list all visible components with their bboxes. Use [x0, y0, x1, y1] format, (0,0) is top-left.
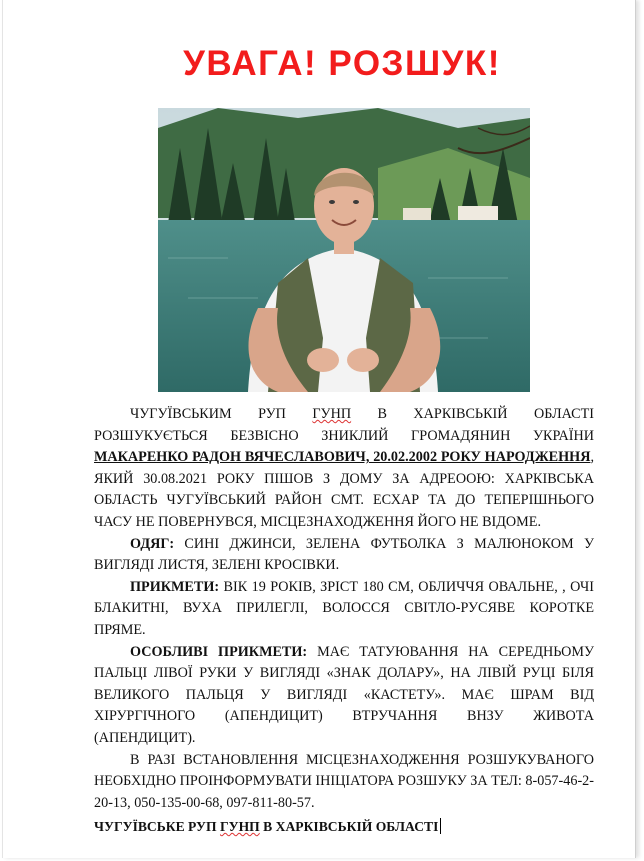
special-features-label: ОСОБЛИВІ ПРИКМЕТИ: [130, 643, 308, 660]
missing-person-name: МАКАРЕНКО РАДОН ВЯЧЕСЛАВОВИЧ, 20.02.2002 РОКУ НАРОДЖЕННЯ [94, 449, 591, 466]
contact-paragraph: В РАЗІ ВСТАНОВЛЕННЯ МІСЦЕЗНАХОДЖЕННЯ РОЗШУКУВАНОГО НЕОБХІДНО ПРОІНФОРМУВАТИ ІНІЦІАТОРА РОЗШУКУ ЗА ТЕЛ: 8-057-46-2-20-13, 050-135-00-68, 097-811-80-57. [94, 751, 594, 811]
features-paragraph: ПРИКМЕТИ: ВІК 19 РОКІВ, ЗРІСТ 180 СМ, ОБЛИЧЧЯ ОВАЛЬНЕ, , ОЧІ БЛАКИТНІ, ВУХА ПРИЛЕГЛІ, ВОЛОССЯ СВІТЛО-РУСЯВЕ КОРОТКЕ ПРЯМЕ. [94, 578, 594, 638]
clothing-label: ОДЯГ: [130, 535, 175, 552]
description-paragraph: ЧУГУЇВСЬКИМ РУП ГУНП В ХАРКІВСЬКІЙ ОБЛАСТІ РОЗШУКУЄТЬСЯ БЕЗВІСНО ЗНИКЛИЙ ГРОМАДЯНИН УКРАЇНИ МАКАРЕНКО РАДОН ВЯЧЕСЛАВОВИЧ, 20.02.2002 РОКУ НАРОДЖЕННЯ, ЯКИЙ 30.08.2021 РОКУ ПІШОВ З ДОМУ ЗА АДРЕООЮ: ХАРКІВСЬКА ОБЛАСТЬ ЧУГУЇВСЬКИЙ РАЙОН СМТ. ЕСХАР ТА ДО ТЕПЕРІШНЬОГО ЧАСУ НЕ ПОВЕРНУВСЯ, МІСЦЕЗНАХОДЖЕННЯ ЙОГО НЕ ВІДОМЕ. [94, 406, 594, 530]
poster-body [94, 404, 594, 814]
features-label: ПРИКМЕТИ: [130, 578, 220, 595]
gunp-abbrev: ГУНП [312, 406, 352, 422]
poster-title: УВАГА! РОЗШУК! [183, 44, 501, 83]
missing-person-photo [158, 108, 530, 392]
issuer-line[interactable]: ЧУГУЇВСЬКЕ РУП ГУНП В ХАРКІВСЬКІЙ ОБЛАСТІ [94, 818, 594, 835]
text-cursor [440, 818, 441, 834]
clothing-paragraph: ОДЯГ: СИНІ ДЖИНСИ, ЗЕЛЕНА ФУТБОЛКА З МАЛЮНОКОМ У ВИГЛЯДІ ЛИСТЯ, ЗЕЛЕНІ КРОСІВКИ. [94, 535, 594, 574]
special-features-paragraph: ОСОБЛИВІ ПРИКМЕТИ: МАЄ ТАТУЮВАННЯ НА СЕРЕДНЬОМУ ПАЛЬЦІ ЛІВОЇ РУКИ У ВИГЛЯДІ «ЗНАК ДОЛАРУ», НА ЛІВІЙ РУЦІ БІЛЯ ВЕЛИКОГО ПАЛЬЦЯ У ВИГЛЯДІ «КАСТЕТУ». МАЄ ШРАМ ВІД ХІРУРГІЧНОГО (АПЕНДИЦИТ) ВТРУЧАННЯ ВНЗУ ЖИВОТА (АПЕНДИЦИТ). [94, 643, 594, 746]
